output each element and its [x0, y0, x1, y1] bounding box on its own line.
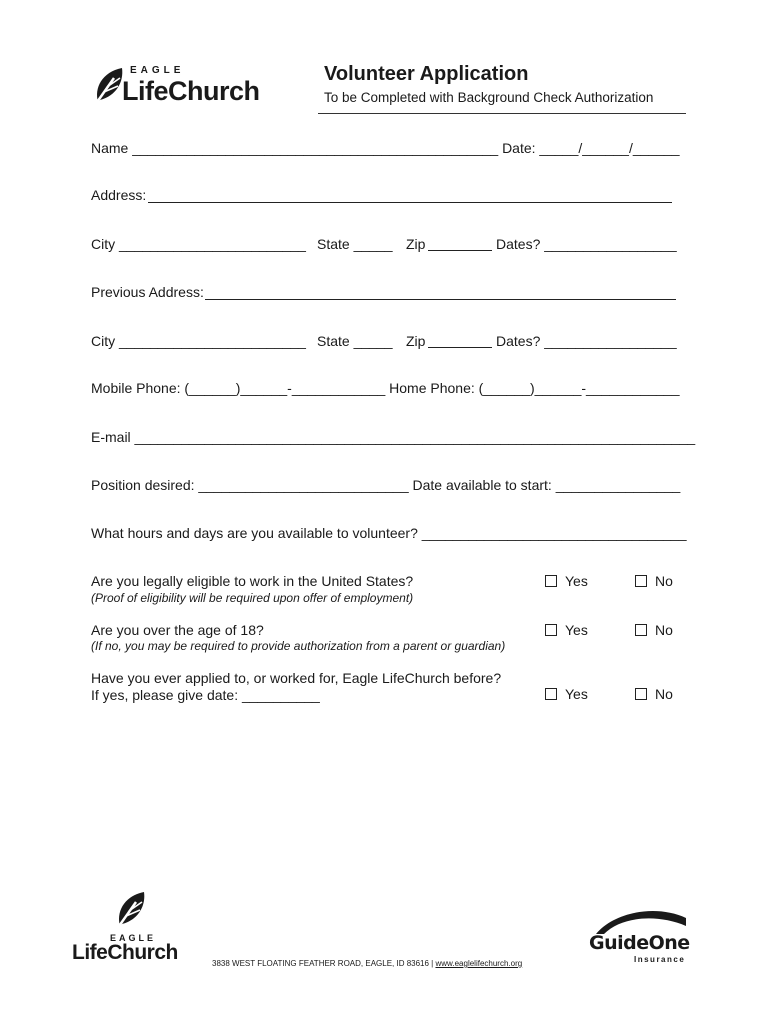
name-date-field[interactable]: Name _______________________________________________ Date: _____/______/______ — [91, 140, 680, 156]
zip-label: Zip — [406, 236, 426, 252]
q2-note: (If no, you may be required to provide authorization from a parent or guardian) — [91, 639, 506, 653]
state2-field[interactable]: State _____ — [317, 333, 393, 349]
position-fields[interactable]: Position desired: ___________________________ Date available to start: ________________ — [91, 477, 681, 493]
q2-no-checkbox[interactable]: No — [635, 622, 673, 638]
guideone-logo — [586, 908, 691, 968]
header-divider — [318, 113, 686, 114]
checkbox-icon — [545, 575, 557, 587]
q3-text: Have you ever applied to, or worked for, Eagle LifeChurch before? — [91, 670, 502, 686]
state-field[interactable]: State _____ — [317, 236, 393, 252]
footer-website-link[interactable]: www.eaglelifechurch.org — [435, 959, 523, 968]
q3-date-field[interactable]: If yes, please give date: __________ — [91, 687, 320, 703]
q3-no-checkbox[interactable]: No — [635, 686, 673, 702]
email-field[interactable]: E-mail ________________________________________________________________________ — [91, 429, 696, 445]
q1-yes-checkbox[interactable]: Yes — [545, 573, 588, 589]
page-subtitle: To be Completed with Background Check Authorization — [324, 90, 654, 105]
availability-field[interactable]: What hours and days are you available to volunteer? __________________________________ — [91, 525, 687, 541]
footer-address: 3838 WEST FLOATING FEATHER ROAD, EAGLE, ID 83616 | www.eaglelifechurch.org — [212, 959, 523, 968]
footer-name-text: LifeChurch — [72, 941, 178, 964]
q2-yes-checkbox[interactable]: Yes — [545, 622, 588, 638]
phone-fields[interactable]: Mobile Phone: (______)______-____________ Home Phone: (______)______-____________ — [91, 380, 680, 396]
checkbox-icon — [635, 575, 647, 587]
checkbox-icon — [635, 624, 647, 636]
leaf-icon — [112, 890, 150, 930]
city-field[interactable]: City ________________________ — [91, 236, 306, 252]
dates2-field[interactable]: Dates? _________________ — [496, 333, 677, 349]
checkbox-icon — [545, 624, 557, 636]
q2-text: Are you over the age of 18? — [91, 622, 264, 638]
checkbox-icon — [545, 688, 557, 700]
previous-address-field[interactable] — [205, 299, 676, 300]
guideone-name: GuideOne — [589, 932, 690, 954]
address-field[interactable] — [148, 202, 672, 203]
zip2-field[interactable] — [428, 347, 492, 348]
logo-name-text: LifeChurch — [122, 76, 260, 106]
q1-note: (Proof of eligibility will be required upon offer of employment) — [91, 591, 414, 605]
logo-eagle-text: EAGLE — [130, 65, 185, 76]
page-title: Volunteer Application — [324, 63, 529, 85]
zip2-label: Zip — [406, 333, 426, 349]
leaf-icon — [92, 66, 126, 106]
q1-text: Are you legally eligible to work in the United States? — [91, 573, 414, 589]
previous-address-label: Previous Address: — [91, 284, 204, 300]
checkbox-icon — [635, 688, 647, 700]
guideone-swoosh-icon — [596, 908, 686, 934]
zip-field[interactable] — [428, 250, 492, 251]
address-label: Address: — [91, 187, 147, 203]
guideone-insurance: Insurance — [634, 955, 686, 964]
footer-logo — [72, 890, 192, 970]
city2-field[interactable]: City ________________________ — [91, 333, 306, 349]
q3-yes-checkbox[interactable]: Yes — [545, 686, 588, 702]
header-logo — [92, 64, 292, 108]
dates-field[interactable]: Dates? _________________ — [496, 236, 677, 252]
q1-no-checkbox[interactable]: No — [635, 573, 673, 589]
footer-eagle-text: EAGLE — [110, 933, 157, 943]
